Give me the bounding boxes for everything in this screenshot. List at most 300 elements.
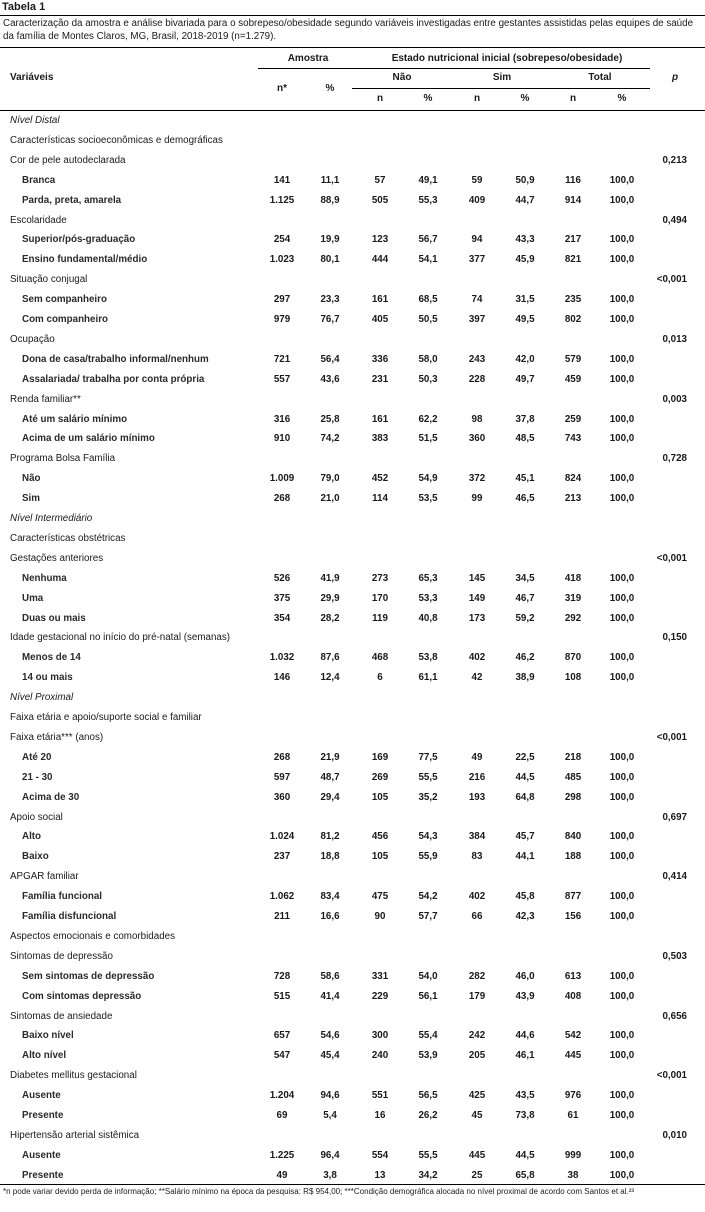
cell-sim-n: 243 xyxy=(468,353,486,365)
cell-nao-pct: 56,5 xyxy=(418,1090,438,1102)
cell-total-n: 213 xyxy=(564,493,582,505)
cell-sim-n: 360 xyxy=(468,433,486,445)
cell-total-pct: 100,0 xyxy=(609,990,635,1002)
table-row xyxy=(0,250,705,270)
header-top-rule xyxy=(0,47,705,48)
row-label: Características socioeconômicas e demográficas xyxy=(10,134,223,146)
p-value: 0,414 xyxy=(662,871,687,883)
p-value: <0,001 xyxy=(656,274,687,286)
row-label: 14 ou mais xyxy=(22,672,73,684)
row-label: Superior/pós-graduação xyxy=(22,234,136,246)
cell-total-pct: 100,0 xyxy=(609,353,635,365)
cell-total-pct: 100,0 xyxy=(609,254,635,266)
cell-sim-n: 83 xyxy=(471,851,483,863)
cell-sim-pct: 64,8 xyxy=(515,791,535,803)
table-footnote: *n pode variar devido perda de informação; **Salário mínimo na época da pesquisa: R$ 954,00; ***Condição demográfica alocada no nível proximal de acordo com Santos et al.²³ xyxy=(3,1187,635,1196)
cell-amostra-pct: 56,4 xyxy=(320,353,340,365)
cell-sim-n: 149 xyxy=(468,592,486,604)
cell-amostra-n: 910 xyxy=(273,433,291,445)
cell-nao-n: 169 xyxy=(371,751,389,763)
cell-total-n: 188 xyxy=(564,851,582,863)
cell-total-n: 61 xyxy=(567,1110,579,1121)
subheader-rule xyxy=(352,88,650,89)
cell-amostra-pct: 5,4 xyxy=(323,1110,337,1121)
cell-nao-pct: 40,8 xyxy=(418,612,438,624)
cell-amostra-n: 1.023 xyxy=(269,254,295,266)
group-row xyxy=(0,390,705,410)
cell-sim-n: 145 xyxy=(468,572,486,584)
cell-sim-n: 179 xyxy=(468,990,486,1002)
p-value: 0,010 xyxy=(662,1129,687,1141)
cell-total-pct: 100,0 xyxy=(609,592,635,604)
table-row xyxy=(0,609,705,629)
cell-sim-pct: 46,5 xyxy=(515,493,535,505)
cell-total-n: 999 xyxy=(564,1149,582,1161)
cell-sim-n: 98 xyxy=(471,413,483,425)
cell-nao-pct: 54,1 xyxy=(418,254,438,266)
cell-total-n: 542 xyxy=(564,1030,582,1042)
cell-sim-pct: 46,2 xyxy=(515,652,535,664)
cell-total-pct: 100,0 xyxy=(609,970,635,982)
cell-total-n: 802 xyxy=(564,314,582,325)
cell-sim-pct: 43,9 xyxy=(515,990,535,1002)
row-label: Dona de casa/trabalho informal/nenhum xyxy=(22,353,209,365)
cell-amostra-pct: 96,4 xyxy=(320,1149,340,1161)
cell-sim-n: 94 xyxy=(471,234,483,246)
row-label: Branca xyxy=(22,174,56,186)
cell-amostra-n: 49 xyxy=(276,1169,288,1181)
row-label: Família disfuncional xyxy=(22,911,117,922)
cell-sim-pct: 42,3 xyxy=(515,911,535,922)
row-label: Baixo nível xyxy=(22,1030,74,1042)
group-row xyxy=(0,549,705,569)
cell-amostra-pct: 3,8 xyxy=(323,1169,337,1181)
cell-nao-pct: 26,2 xyxy=(418,1110,438,1121)
cell-total-n: 218 xyxy=(564,751,582,763)
p-value: 0,213 xyxy=(662,154,687,166)
cell-total-n: 870 xyxy=(564,652,582,664)
cell-sim-pct: 22,5 xyxy=(515,751,535,763)
row-label: Faixa etária*** (anos) xyxy=(10,731,104,743)
cell-sim-pct: 45,7 xyxy=(515,831,535,843)
cell-amostra-pct: 43,6 xyxy=(320,373,340,385)
p-value: 0,494 xyxy=(662,214,687,226)
cell-nao-n: 240 xyxy=(371,1050,389,1062)
cell-amostra-pct: 54,6 xyxy=(320,1030,340,1042)
row-label: Escolaridade xyxy=(10,214,67,226)
row-label: Gestações anteriores xyxy=(10,552,104,564)
cell-sim-pct: 46,7 xyxy=(515,592,535,604)
table-row xyxy=(0,1086,705,1106)
cell-sim-pct: 44,6 xyxy=(515,1030,535,1042)
cell-amostra-pct: 80,1 xyxy=(320,254,340,266)
cell-amostra-n: 728 xyxy=(273,970,291,982)
row-label: Sem sintomas de depressão xyxy=(22,970,155,982)
row-label: Ensino fundamental/médio xyxy=(22,254,148,266)
cell-nao-pct: 55,9 xyxy=(418,851,438,863)
cell-total-n: 298 xyxy=(564,791,582,803)
header-total-pct: % xyxy=(617,93,627,104)
table-caption: Caracterização da amostra e análise bivariada para o sobrepeso/obesidade segundo variáveis investigadas entre gestantes assistidas pelas equipes de saúde da família de Montes Claros, MG, Brasil, 2018-2019 (n=1.279). xyxy=(3,18,694,42)
table-row xyxy=(0,191,705,211)
cell-sim-pct: 45,8 xyxy=(515,891,535,903)
table-row xyxy=(0,350,705,370)
cell-nao-n: 452 xyxy=(371,473,389,485)
table-title: Tabela 1 xyxy=(2,1,46,13)
cell-total-n: 821 xyxy=(564,254,582,266)
cell-total-pct: 100,0 xyxy=(609,174,635,186)
cell-total-n: 38 xyxy=(567,1169,579,1181)
cell-nao-pct: 62,2 xyxy=(418,413,438,425)
group-row xyxy=(0,449,705,469)
cell-sim-pct: 65,8 xyxy=(515,1169,535,1181)
cell-amostra-n: 1.032 xyxy=(269,652,295,664)
cell-nao-n: 269 xyxy=(371,771,389,783)
cell-sim-pct: 50,9 xyxy=(515,174,535,186)
group-row xyxy=(0,867,705,887)
cell-total-n: 445 xyxy=(564,1050,582,1062)
cell-amostra-n: 375 xyxy=(273,592,291,604)
cell-amostra-n: 1.009 xyxy=(269,473,295,485)
table-row xyxy=(0,429,705,449)
cell-total-pct: 100,0 xyxy=(609,572,635,584)
cell-total-pct: 100,0 xyxy=(609,314,635,325)
cell-sim-pct: 49,5 xyxy=(515,314,535,325)
row-label: Não xyxy=(22,473,41,485)
cell-sim-pct: 38,9 xyxy=(515,672,535,684)
cell-nao-n: 444 xyxy=(371,254,389,266)
cell-nao-pct: 53,5 xyxy=(418,493,438,505)
cell-amostra-pct: 41,4 xyxy=(320,990,340,1002)
cell-sim-n: 372 xyxy=(468,473,486,485)
cell-nao-n: 273 xyxy=(371,572,389,584)
cell-total-n: 418 xyxy=(564,572,582,584)
p-value: 0,697 xyxy=(662,811,687,823)
cell-nao-n: 554 xyxy=(371,1149,389,1161)
cell-total-n: 408 xyxy=(564,990,582,1002)
cell-total-n: 877 xyxy=(564,891,582,903)
cell-sim-pct: 44,5 xyxy=(515,771,535,783)
cell-nao-pct: 58,0 xyxy=(418,353,438,365)
cell-amostra-pct: 18,8 xyxy=(320,851,340,863)
cell-total-pct: 100,0 xyxy=(609,1090,635,1102)
cell-sim-pct: 44,5 xyxy=(515,1149,535,1161)
cell-amostra-n: 547 xyxy=(273,1050,291,1062)
cell-sim-n: 282 xyxy=(468,970,486,982)
group-row xyxy=(0,330,705,350)
row-label: Cor de pele autodeclarada xyxy=(10,154,126,166)
row-label: Programa Bolsa Família xyxy=(10,453,116,465)
cell-nao-n: 300 xyxy=(371,1030,389,1042)
cell-sim-pct: 45,1 xyxy=(515,473,535,485)
cell-sim-pct: 59,2 xyxy=(515,612,535,624)
group-row xyxy=(0,1007,705,1027)
cell-nao-n: 119 xyxy=(372,612,388,624)
cell-nao-n: 161 xyxy=(371,294,389,306)
cell-sim-n: 445 xyxy=(468,1149,486,1161)
cell-total-pct: 100,0 xyxy=(609,1169,635,1181)
cell-nao-pct: 54,9 xyxy=(418,473,438,485)
cell-nao-pct: 54,2 xyxy=(418,891,438,903)
cell-amostra-pct: 19,9 xyxy=(320,234,340,246)
row-label: Com companheiro xyxy=(22,314,109,325)
cell-total-pct: 100,0 xyxy=(609,1030,635,1042)
p-value: <0,001 xyxy=(656,552,687,564)
cell-sim-n: 66 xyxy=(471,911,483,922)
table-row xyxy=(0,967,705,987)
table-row xyxy=(0,310,705,330)
cell-sim-pct: 48,5 xyxy=(515,433,535,445)
cell-amostra-n: 515 xyxy=(273,990,291,1002)
cell-total-pct: 100,0 xyxy=(609,234,635,246)
section-row xyxy=(0,131,705,151)
header-amostra-n: n* xyxy=(277,83,287,94)
cell-sim-pct: 46,0 xyxy=(515,970,535,982)
row-label: Nível Proximal xyxy=(10,692,74,704)
header-estado-nutricional: Estado nutricional inicial (sobrepeso/obesidade) xyxy=(391,53,623,64)
cell-sim-n: 99 xyxy=(471,493,483,505)
row-label: Apoio social xyxy=(10,811,63,823)
header-amostra: Amostra xyxy=(287,53,329,64)
row-label: Sim xyxy=(22,493,40,505)
level-row xyxy=(0,111,705,131)
cell-amostra-pct: 83,4 xyxy=(320,891,340,903)
cell-total-n: 914 xyxy=(564,194,582,206)
cell-nao-n: 16 xyxy=(374,1110,386,1121)
table-row xyxy=(0,907,705,927)
cell-total-n: 156 xyxy=(564,911,582,922)
cell-amostra-n: 597 xyxy=(273,771,291,783)
cell-sim-pct: 44,1 xyxy=(515,851,535,863)
cell-sim-n: 409 xyxy=(468,194,486,206)
cell-amostra-pct: 21,0 xyxy=(320,493,340,505)
cell-amostra-n: 69 xyxy=(276,1110,288,1121)
cell-nao-pct: 65,3 xyxy=(418,572,438,584)
section-row xyxy=(0,927,705,947)
row-label: Nenhuma xyxy=(22,572,67,584)
cell-amostra-pct: 41,9 xyxy=(320,572,340,584)
group-row xyxy=(0,808,705,828)
cell-sim-n: 377 xyxy=(468,254,486,266)
cell-sim-n: 402 xyxy=(468,891,486,903)
p-value: 0,656 xyxy=(662,1010,687,1022)
table-row xyxy=(0,290,705,310)
row-label: Hipertensão arterial sistêmica xyxy=(10,1129,140,1141)
table-bottom-rule xyxy=(0,1184,705,1185)
cell-amostra-n: 979 xyxy=(273,314,291,325)
row-label: Faixa etária e apoio/suporte social e familiar xyxy=(10,712,202,723)
cell-nao-n: 231 xyxy=(371,373,389,385)
row-label: Uma xyxy=(22,592,44,604)
cell-nao-n: 336 xyxy=(371,353,389,365)
table-row xyxy=(0,768,705,788)
cell-amostra-pct: 94,6 xyxy=(320,1090,340,1102)
header-nao: Não xyxy=(392,72,412,83)
group-row xyxy=(0,728,705,748)
table-row xyxy=(0,748,705,768)
cell-total-pct: 100,0 xyxy=(609,433,635,445)
row-label: Até um salário mínimo xyxy=(22,413,128,425)
row-label: Renda familiar** xyxy=(10,393,81,405)
cell-amostra-n: 211 xyxy=(274,911,290,922)
group-row xyxy=(0,1066,705,1086)
p-value: 0,503 xyxy=(662,950,687,962)
table-row xyxy=(0,1166,705,1186)
table-row xyxy=(0,668,705,688)
row-label: Presente xyxy=(22,1169,64,1181)
p-value: 0,003 xyxy=(662,393,687,405)
cell-nao-pct: 56,1 xyxy=(418,990,438,1002)
cell-nao-pct: 55,4 xyxy=(418,1030,438,1042)
cell-amostra-n: 1.125 xyxy=(269,194,295,206)
table-row xyxy=(0,887,705,907)
row-label: Sintomas de depressão xyxy=(10,950,113,962)
level-row xyxy=(0,688,705,708)
table-row xyxy=(0,370,705,390)
cell-total-pct: 100,0 xyxy=(609,294,635,306)
row-label: Diabetes mellitus gestacional xyxy=(10,1070,137,1082)
cell-total-pct: 100,0 xyxy=(609,891,635,903)
cell-total-pct: 100,0 xyxy=(609,851,635,863)
cell-total-pct: 100,0 xyxy=(609,413,635,425)
cell-amostra-n: 354 xyxy=(273,612,291,624)
cell-amostra-n: 141 xyxy=(273,174,291,186)
cell-nao-n: 405 xyxy=(371,314,389,325)
cell-nao-n: 551 xyxy=(371,1090,389,1102)
cell-total-n: 292 xyxy=(564,612,582,624)
cell-sim-pct: 46,1 xyxy=(515,1050,535,1062)
cell-sim-pct: 43,5 xyxy=(515,1090,535,1102)
row-label: Acima de um salário mínimo xyxy=(22,433,155,445)
row-label: Acima de 30 xyxy=(22,791,80,803)
table-row xyxy=(0,569,705,589)
cell-total-pct: 100,0 xyxy=(609,672,635,684)
cell-amostra-pct: 88,9 xyxy=(320,194,340,206)
cell-total-n: 116 xyxy=(565,174,581,186)
cell-total-pct: 100,0 xyxy=(609,1110,635,1121)
header-variaveis: Variáveis xyxy=(10,72,54,83)
cell-nao-n: 105 xyxy=(371,851,389,863)
row-label: Parda, preta, amarela xyxy=(22,194,122,206)
header-sim-pct: % xyxy=(520,93,530,104)
row-label: Alto xyxy=(22,831,42,843)
cell-amostra-pct: 58,6 xyxy=(320,970,340,982)
cell-amostra-n: 237 xyxy=(273,851,291,863)
cell-amostra-pct: 81,2 xyxy=(320,831,340,843)
cell-sim-n: 193 xyxy=(468,791,486,803)
cell-nao-n: 90 xyxy=(374,911,386,922)
row-label: Idade gestacional no início do pré-natal (semanas) xyxy=(10,632,231,644)
cell-total-n: 743 xyxy=(564,433,582,445)
row-label: Assalariada/ trabalha por conta própria xyxy=(22,373,205,385)
cell-amostra-pct: 21,9 xyxy=(320,751,340,763)
cell-nao-pct: 50,5 xyxy=(418,314,438,325)
table-row xyxy=(0,171,705,191)
cell-sim-n: 25 xyxy=(471,1169,483,1181)
table-row xyxy=(0,847,705,867)
cell-amostra-pct: 28,2 xyxy=(320,612,340,624)
table-row xyxy=(0,1106,705,1126)
p-value: 0,728 xyxy=(662,453,687,465)
cell-total-pct: 100,0 xyxy=(609,194,635,206)
cell-total-n: 579 xyxy=(564,353,582,365)
cell-nao-n: 456 xyxy=(371,831,389,843)
row-label: Sem companheiro xyxy=(22,294,107,306)
cell-amostra-n: 268 xyxy=(273,493,291,505)
cell-total-pct: 100,0 xyxy=(609,791,635,803)
cell-nao-n: 13 xyxy=(374,1169,386,1181)
cell-sim-pct: 44,7 xyxy=(515,194,535,206)
level-row xyxy=(0,509,705,529)
cell-amostra-pct: 79,0 xyxy=(320,473,340,485)
cell-amostra-pct: 29,4 xyxy=(320,791,340,803)
cell-total-pct: 100,0 xyxy=(609,831,635,843)
cell-total-n: 840 xyxy=(564,831,582,843)
cell-sim-n: 173 xyxy=(468,612,486,624)
cell-total-pct: 100,0 xyxy=(609,911,635,922)
row-label: Nível Intermediário xyxy=(10,513,93,524)
cell-nao-pct: 49,1 xyxy=(418,174,438,186)
cell-amostra-pct: 45,4 xyxy=(320,1050,340,1062)
cell-nao-n: 57 xyxy=(374,174,386,186)
cell-nao-pct: 61,1 xyxy=(418,672,438,684)
row-label: Ausente xyxy=(22,1149,61,1161)
header-nao-pct: % xyxy=(423,93,433,104)
cell-total-pct: 100,0 xyxy=(609,771,635,783)
row-label: Situação conjugal xyxy=(10,274,88,286)
cell-sim-pct: 34,5 xyxy=(515,572,535,584)
cell-sim-pct: 42,0 xyxy=(515,353,535,365)
cell-sim-n: 42 xyxy=(471,672,483,684)
cell-amostra-n: 360 xyxy=(273,791,291,803)
cell-amostra-pct: 23,3 xyxy=(320,294,340,306)
cell-total-n: 824 xyxy=(564,473,582,485)
cell-amostra-n: 1.024 xyxy=(269,831,295,843)
cell-amostra-n: 268 xyxy=(273,751,291,763)
group-row xyxy=(0,270,705,290)
cell-total-pct: 100,0 xyxy=(609,1149,635,1161)
cell-total-n: 459 xyxy=(564,373,582,385)
cell-nao-n: 475 xyxy=(371,891,389,903)
cell-sim-n: 425 xyxy=(468,1090,486,1102)
p-value: 0,150 xyxy=(662,632,687,644)
cell-sim-pct: 37,8 xyxy=(515,413,535,425)
table-row xyxy=(0,410,705,430)
p-value: <0,001 xyxy=(656,1070,687,1082)
row-label: 21 - 30 xyxy=(22,771,53,783)
cell-sim-n: 45 xyxy=(471,1110,483,1121)
row-label: Sintomas de ansiedade xyxy=(10,1010,113,1022)
table-row xyxy=(0,788,705,808)
group-row xyxy=(0,151,705,171)
cell-amostra-pct: 25,8 xyxy=(320,413,340,425)
section-row xyxy=(0,529,705,549)
cell-nao-n: 114 xyxy=(372,493,388,505)
cell-amostra-pct: 11,1 xyxy=(320,174,340,186)
cell-total-n: 108 xyxy=(564,672,582,684)
row-label: Presente xyxy=(22,1110,64,1121)
cell-sim-n: 242 xyxy=(468,1030,486,1042)
cell-nao-pct: 35,2 xyxy=(418,791,438,803)
cell-nao-pct: 55,5 xyxy=(418,771,438,783)
table-row xyxy=(0,648,705,668)
cell-sim-n: 216 xyxy=(468,771,486,783)
cell-total-n: 613 xyxy=(564,970,582,982)
p-value: <0,001 xyxy=(656,731,687,743)
table-row xyxy=(0,1046,705,1066)
header-p: p xyxy=(671,72,679,83)
cell-amostra-n: 557 xyxy=(273,373,291,385)
